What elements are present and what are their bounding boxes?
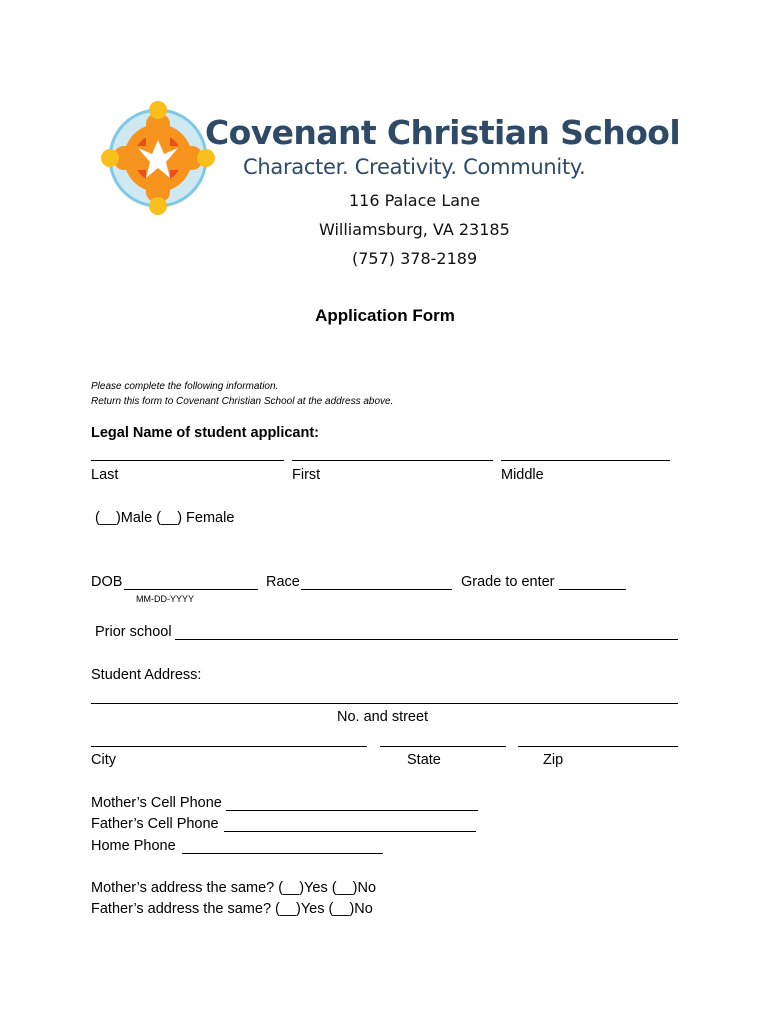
father-address-same[interactable]: Father’s address the same? (__)Yes (__)No <box>91 901 373 917</box>
home-phone-field[interactable] <box>182 853 383 854</box>
dob-field[interactable] <box>124 589 258 590</box>
mother-phone-label: Mother’s Cell Phone <box>91 795 222 811</box>
zip-field[interactable] <box>518 746 678 747</box>
state-label: State <box>407 752 441 768</box>
mother-phone-field[interactable] <box>226 810 478 811</box>
city-field[interactable] <box>91 746 367 747</box>
father-phone-label: Father’s Cell Phone <box>91 816 219 832</box>
prior-school-field[interactable] <box>175 639 678 640</box>
address-line2: Williamsburg, VA 23185 <box>319 220 510 239</box>
grade-label: Grade to enter <box>461 574 555 590</box>
zip-label: Zip <box>543 752 564 768</box>
street-field[interactable] <box>91 703 678 704</box>
dob-format-hint: MM-DD-YYYY <box>136 594 194 604</box>
first-name-label: First <box>292 467 321 483</box>
race-field[interactable] <box>301 589 452 590</box>
mother-address-same[interactable]: Mother’s address the same? (__)Yes (__)No <box>91 880 377 896</box>
school-logo <box>100 100 216 216</box>
school-name: Covenant Christian School <box>205 113 681 152</box>
father-phone-field[interactable] <box>224 831 476 832</box>
instruction-line-2: Return this form to Covenant Christian School at the address above. <box>91 396 394 407</box>
address-line1: 116 Palace Lane <box>349 191 481 210</box>
form-title: Application Form <box>315 306 455 325</box>
school-phone: (757) 378-2189 <box>352 249 478 268</box>
middle-name-label: Middle <box>501 467 544 483</box>
middle-name-field[interactable] <box>501 460 670 461</box>
state-field[interactable] <box>380 746 506 747</box>
home-phone-label: Home Phone <box>91 838 176 854</box>
grade-field[interactable] <box>559 589 626 590</box>
race-label: Race <box>266 574 300 590</box>
school-tagline: Character. Creativity. Community. <box>243 155 586 179</box>
gender-options[interactable]: (__)Male (__) Female <box>95 510 235 526</box>
student-address-label: Student Address: <box>91 667 202 683</box>
city-label: City <box>91 752 116 768</box>
prior-school-label: Prior school <box>95 624 172 640</box>
first-name-field[interactable] <box>292 460 493 461</box>
street-label: No. and street <box>337 709 429 725</box>
last-name-label: Last <box>91 467 119 483</box>
dob-label: DOB <box>91 574 123 590</box>
last-name-field[interactable] <box>91 460 284 461</box>
instruction-line-1: Please complete the following information. <box>91 381 279 392</box>
legal-name-label: Legal Name of student applicant: <box>91 425 319 441</box>
